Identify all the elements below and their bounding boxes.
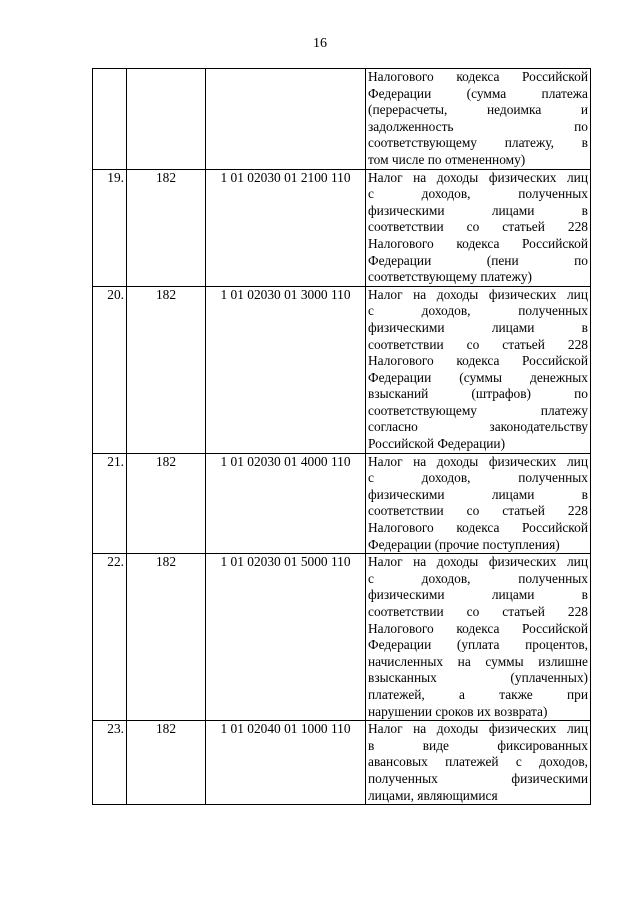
description-line: Налогового кодекса Российской <box>368 69 588 84</box>
budget-code-cell: 1 01 02030 01 2100 110 <box>206 169 366 286</box>
description-line: Налог на доходы физических лиц <box>368 721 588 737</box>
description-line: соответствующему платежу, в <box>368 135 588 151</box>
description-line: нарушении сроков их возврата) <box>368 703 548 719</box>
page-number: 16 <box>313 36 327 51</box>
description-line: физическими лицами в <box>368 202 588 218</box>
description-line: физическими лицами в <box>368 486 588 502</box>
description-cell <box>366 69 591 170</box>
description-line: соответствии со статьей 228 <box>368 219 588 235</box>
description-line: в виде фиксированных <box>368 737 588 753</box>
table-row <box>93 69 591 170</box>
description-line: согласно законодательству <box>368 419 588 435</box>
description-cell <box>366 286 591 453</box>
description-line: задолженность по <box>368 118 588 134</box>
description-line: соответствии со статьей 228 <box>368 503 588 519</box>
description-line: соответствующему платежу <box>368 402 588 418</box>
description-line: платежей, а также при <box>368 686 588 702</box>
description-line: Федерации (уплата процентов, <box>368 637 588 653</box>
admin-code-cell: 182 <box>127 169 206 286</box>
description-line: (перерасчеты, недоимка и <box>368 102 588 118</box>
description-line: взысканных (уплаченных) <box>368 670 588 686</box>
description-line: Федерации (суммы денежных <box>368 369 588 385</box>
admin-code-cell <box>127 69 206 170</box>
budget-code-cell: 1 01 02040 01 1000 110 <box>206 721 366 805</box>
admin-code-cell: 182 <box>127 721 206 805</box>
table-row <box>93 169 591 286</box>
admin-code-cell: 182 <box>127 453 206 554</box>
description-cell <box>366 554 591 721</box>
description-line: начисленных на суммы излишне <box>368 653 588 669</box>
description-line: с доходов, полученных <box>368 186 588 202</box>
admin-code-cell: 182 <box>127 286 206 453</box>
admin-code-cell: 182 <box>127 554 206 721</box>
description-cell <box>366 453 591 554</box>
row-number-cell: 23. <box>93 721 127 805</box>
description-line: Российской Федерации) <box>368 436 506 452</box>
description-line: физическими лицами в <box>368 587 588 603</box>
description-line: взысканий (штрафов) по <box>368 386 588 402</box>
budget-code-cell: 1 01 02030 01 4000 110 <box>206 453 366 554</box>
table-row <box>93 721 591 805</box>
description-line: соответствии со статьей 228 <box>368 604 588 619</box>
row-number-cell: 20. <box>93 286 127 453</box>
table-body <box>93 69 591 805</box>
row-number-cell <box>93 69 127 170</box>
description-line: соответствующему платежу) <box>368 269 532 285</box>
description-line: авансовых платежей с доходов, <box>368 754 588 770</box>
description-line: с доходов, полученных <box>368 470 588 486</box>
description-line: Налогового кодекса Российской <box>368 620 588 636</box>
budget-codes-table <box>92 68 591 805</box>
description-cell <box>366 721 591 805</box>
row-number-cell: 19. <box>93 169 127 286</box>
budget-code-cell: 1 01 02030 01 5000 110 <box>206 554 366 721</box>
description-line: Федерации (сумма платежа <box>368 85 588 101</box>
budget-code-cell: 1 01 02030 01 3000 110 <box>206 286 366 453</box>
budget-code-cell <box>206 69 366 170</box>
description-line: Налогового кодекса Российской <box>368 520 588 536</box>
description-line: Налог на доходы физических лиц <box>368 453 588 469</box>
description-line: Налогового кодекса Российской <box>368 235 588 251</box>
table-row <box>93 554 591 721</box>
description-line: соответствии со статьей 228 <box>368 336 588 352</box>
description-line: с доходов, полученных <box>368 570 588 586</box>
description-line: лицами, являющимися <box>368 787 498 803</box>
row-number-cell: 21. <box>93 453 127 554</box>
table-row <box>93 453 591 554</box>
description-line: Налог на доходы физических лиц <box>368 169 588 185</box>
description-line: Федерации (прочие поступления) <box>368 536 560 552</box>
description-line: полученных физическими <box>368 770 588 786</box>
description-line: Налог на доходы физических лиц <box>368 286 588 302</box>
description-line: с доходов, полученных <box>368 303 588 319</box>
description-line: Налог на доходы физических лиц <box>368 554 588 570</box>
description-line: физическими лицами в <box>368 319 588 335</box>
description-cell <box>366 169 591 286</box>
description-line: том числе по отмененному) <box>368 151 526 167</box>
description-line: Налогового кодекса Российской <box>368 353 588 369</box>
row-number-cell: 22. <box>93 554 127 721</box>
table-row <box>93 286 591 453</box>
description-line: Федерации (пени по <box>368 252 588 268</box>
